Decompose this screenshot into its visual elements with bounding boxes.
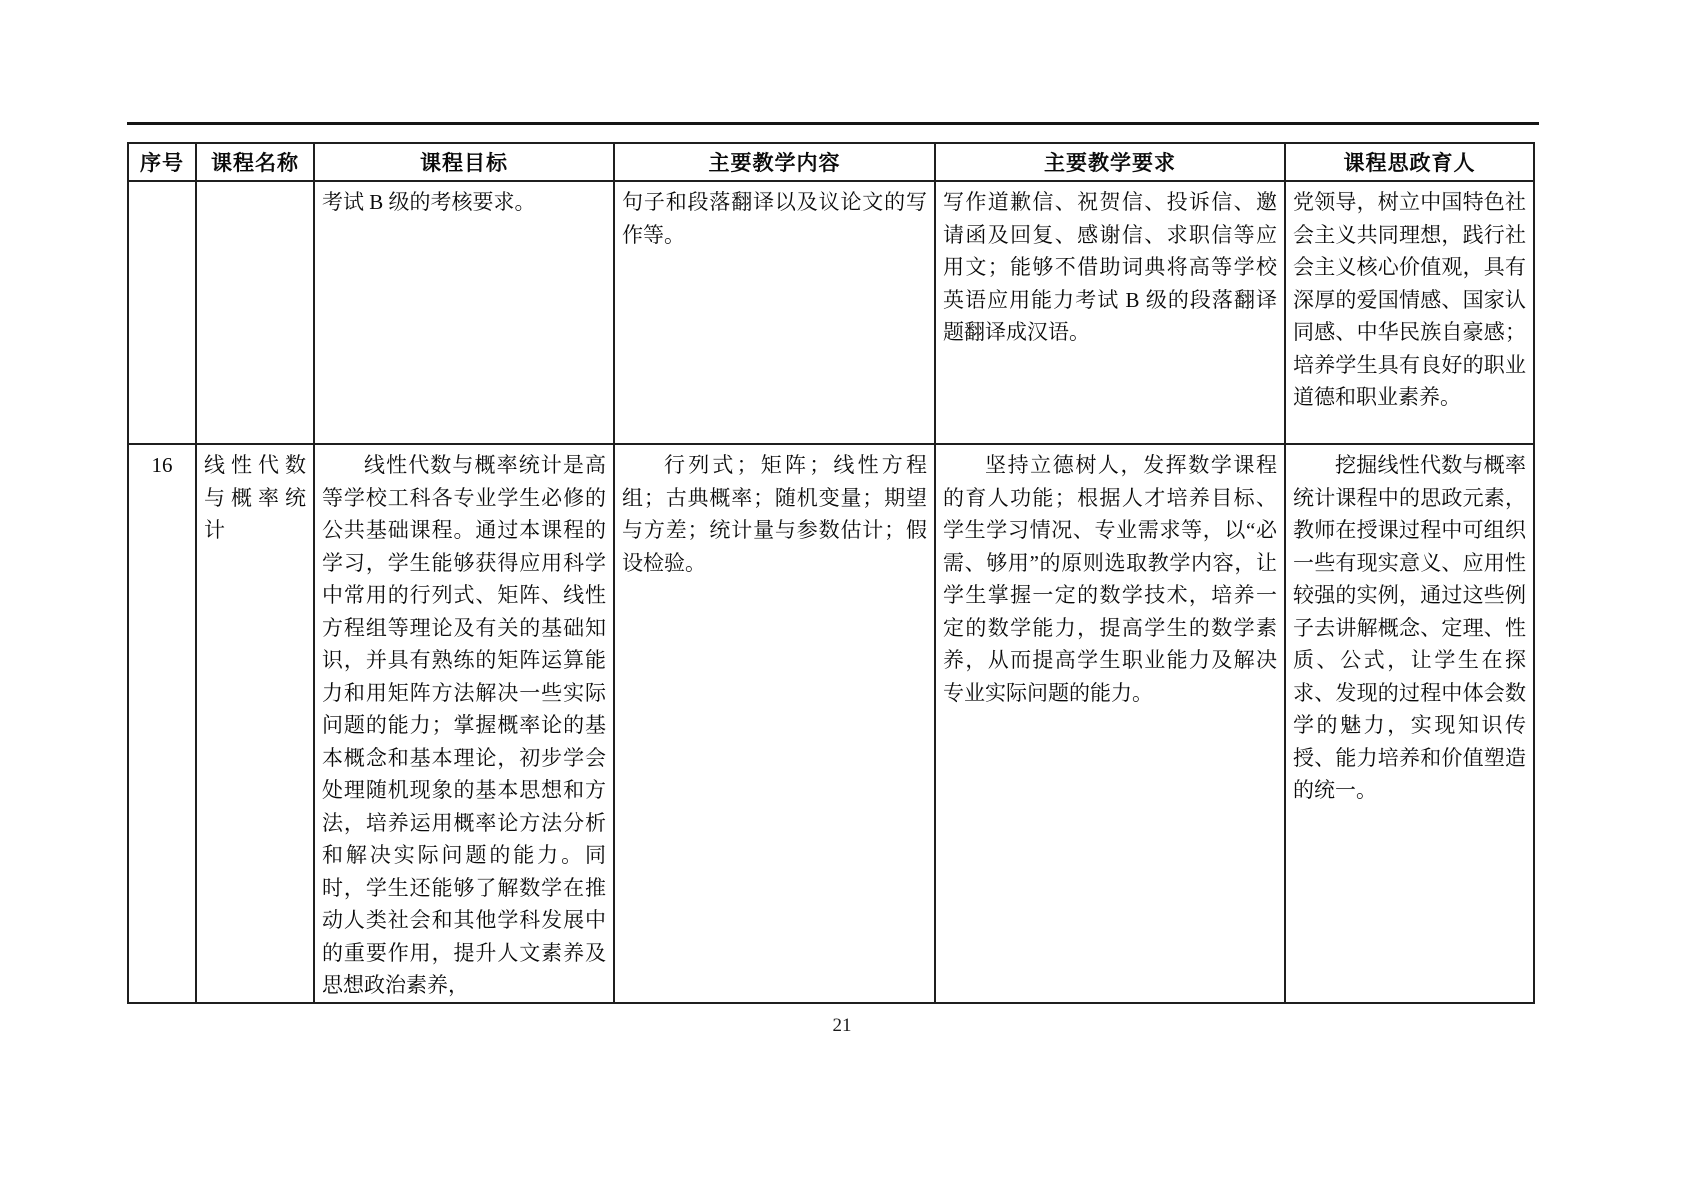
column-header-course-name: 课程名称 <box>196 143 314 181</box>
cell-course-objectives: 考试 B 级的考核要求。 <box>314 181 614 444</box>
cell-course-name <box>196 181 314 444</box>
table-row-continuation <box>128 181 1534 444</box>
column-header-course-objectives: 课程目标 <box>314 143 614 181</box>
cell-teaching-content: 行列式；矩阵；线性方程组；古典概率；随机变量；期望与方差；统计量与参数估计；假设检验。 <box>614 444 935 1003</box>
column-header-teaching-requirements: 主要教学要求 <box>935 143 1285 181</box>
cell-teaching-content: 句子和段落翻译以及议论文的写作等。 <box>614 181 935 444</box>
page-number: 21 <box>832 1015 852 1036</box>
cell-serial-number: 16 <box>128 444 196 1003</box>
cell-course-name: 线性代数与概率统计 <box>196 444 314 1003</box>
table-header-row <box>128 143 1534 181</box>
cell-course-objectives: 线性代数与概率统计是高等学校工科各专业学生必修的公共基础课程。通过本课程的学习，学生能够获得应用科学中常用的行列式、矩阵、线性方程组等理论及有关的基础知识，并具有熟练的矩阵运算能力和用矩阵方法解决一些实际问题的能力；掌握概率论的基本概念和基本理论，初步学会处理随机现象的基本思想和方法，培养运用概率论方法分析和解决实际问题的能力。同时，学生还能够了解数学在推动人类社会和其他学科发展中的重要作用，提升人文素养及思想政治素养， <box>314 444 614 1003</box>
column-header-ideological-education: 课程思政育人 <box>1285 143 1534 181</box>
page-header-rule <box>127 122 1539 125</box>
cell-serial-number <box>128 181 196 444</box>
column-header-teaching-content: 主要教学内容 <box>614 143 935 181</box>
course-outline-table <box>127 142 1535 1004</box>
cell-teaching-requirements: 写作道歉信、祝贺信、投诉信、邀请函及回复、感谢信、求职信等应用文；能够不借助词典将高等学校英语应用能力考试 B 级的段落翻译题翻译成汉语。 <box>935 181 1285 444</box>
column-header-serial-number: 序号 <box>128 143 196 181</box>
cell-ideological-education: 党领导，树立中国特色社会主义共同理想，践行社会主义核心价值观，具有深厚的爱国情感、国家认同感、中华民族自豪感；培养学生具有良好的职业道德和职业素养。 <box>1285 181 1534 444</box>
cell-teaching-requirements: 坚持立德树人，发挥数学课程的育人功能；根据人才培养目标、学生学习情况、专业需求等，以“必需、够用”的原则选取教学内容，让学生掌握一定的数学技术，培养一定的数学能力，提高学生的数学素养，从而提高学生职业能力及解决专业实际问题的能力。 <box>935 444 1285 1003</box>
cell-ideological-education: 挖掘线性代数与概率统计课程中的思政元素，教师在授课过程中可组织一些有现实意义、应用性较强的实例，通过这些例子去讲解概念、定理、性质、公式，让学生在探求、发现的过程中体会数学的魅力，实现知识传授、能力培养和价值塑造的统一。 <box>1285 444 1534 1003</box>
table-row-16 <box>128 444 1534 1003</box>
